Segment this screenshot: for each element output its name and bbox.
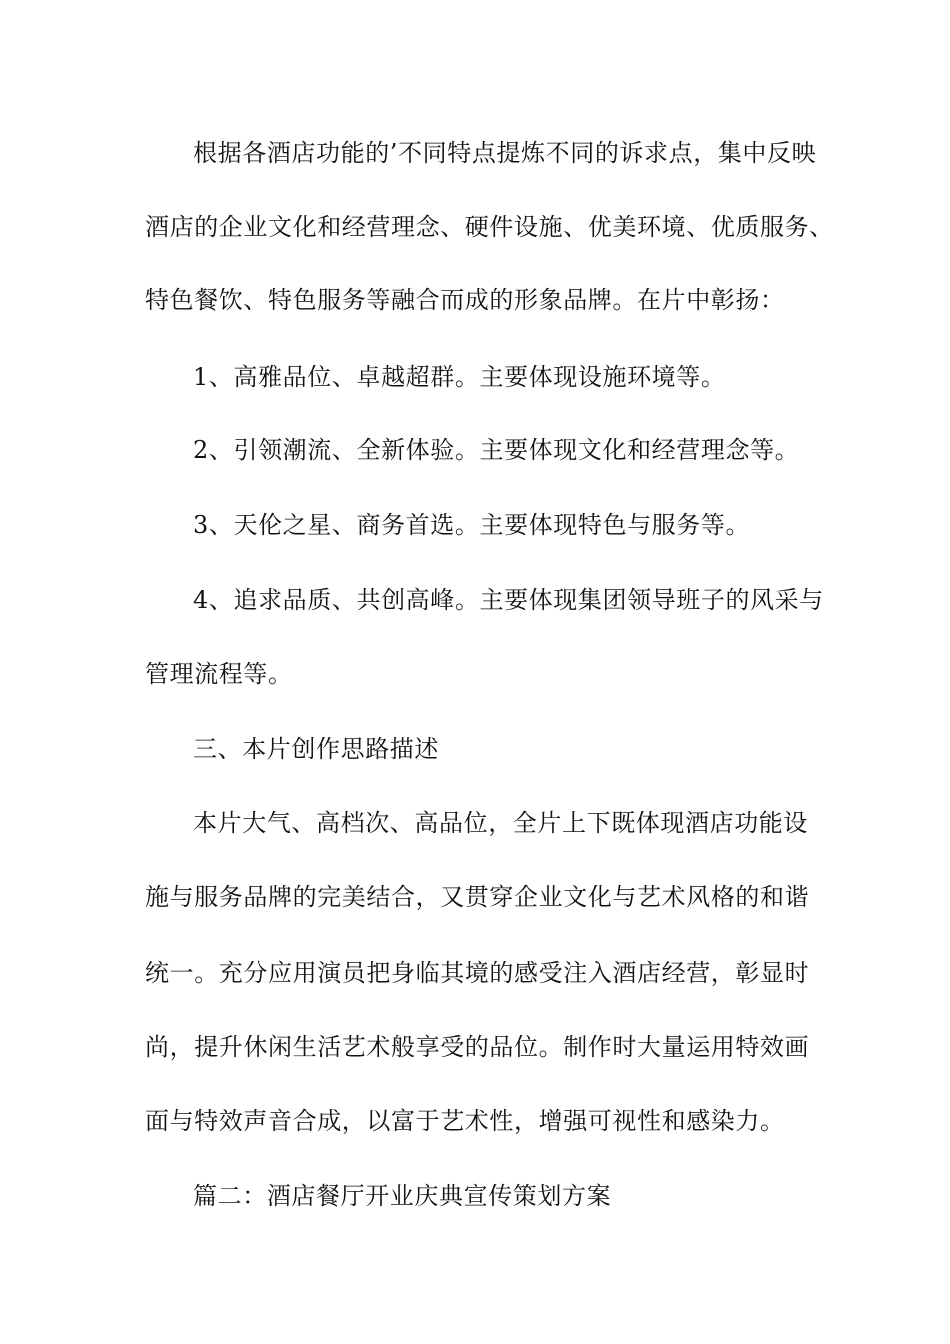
list-item: 2、引领潮流、全新体验。主要体现文化和经营理念等。 [193, 436, 800, 464]
paragraph-line: 本片大气、高档次、高品位，全片上下既体现酒店功能设 [193, 809, 808, 837]
chapter-heading: 篇二：酒店餐厅开业庆典宣传策划方案 [193, 1182, 612, 1210]
paragraph-line: 特色餐饮、特色服务等融合而成的形象品牌。在片中彰扬： [145, 286, 785, 314]
paragraph-line: 管理流程等。 [145, 660, 293, 688]
paragraph-line: 尚，提升休闲生活艺术般享受的品位。制作时大量运用特效画 [145, 1033, 810, 1061]
list-item: 1、高雅品位、卓越超群。主要体现设施环境等。 [193, 363, 726, 391]
section-heading: 三、本片创作思路描述 [193, 735, 439, 763]
paragraph-line: 根据各酒店功能的’不同特点提炼不同的诉求点，集中反映 [193, 139, 817, 167]
paragraph-line: 统一。充分应用演员把身临其境的感受注入酒店经营，彰显时 [145, 959, 810, 987]
paragraph-line: 面与特效声音合成，以富于艺术性，增强可视性和感染力。 [145, 1107, 785, 1135]
list-item: 4、追求品质、共创高峰。主要体现集团领导班子的风采与 [193, 586, 824, 614]
paragraph-line: 施与服务品牌的完美结合，又贯穿企业文化与艺术风格的和谐 [145, 883, 810, 911]
paragraph-line: 酒店的企业文化和经营理念、硬件设施、优美环境、优质服务、 [145, 213, 834, 241]
list-item: 3、天伦之星、商务首选。主要体现特色与服务等。 [193, 511, 751, 539]
